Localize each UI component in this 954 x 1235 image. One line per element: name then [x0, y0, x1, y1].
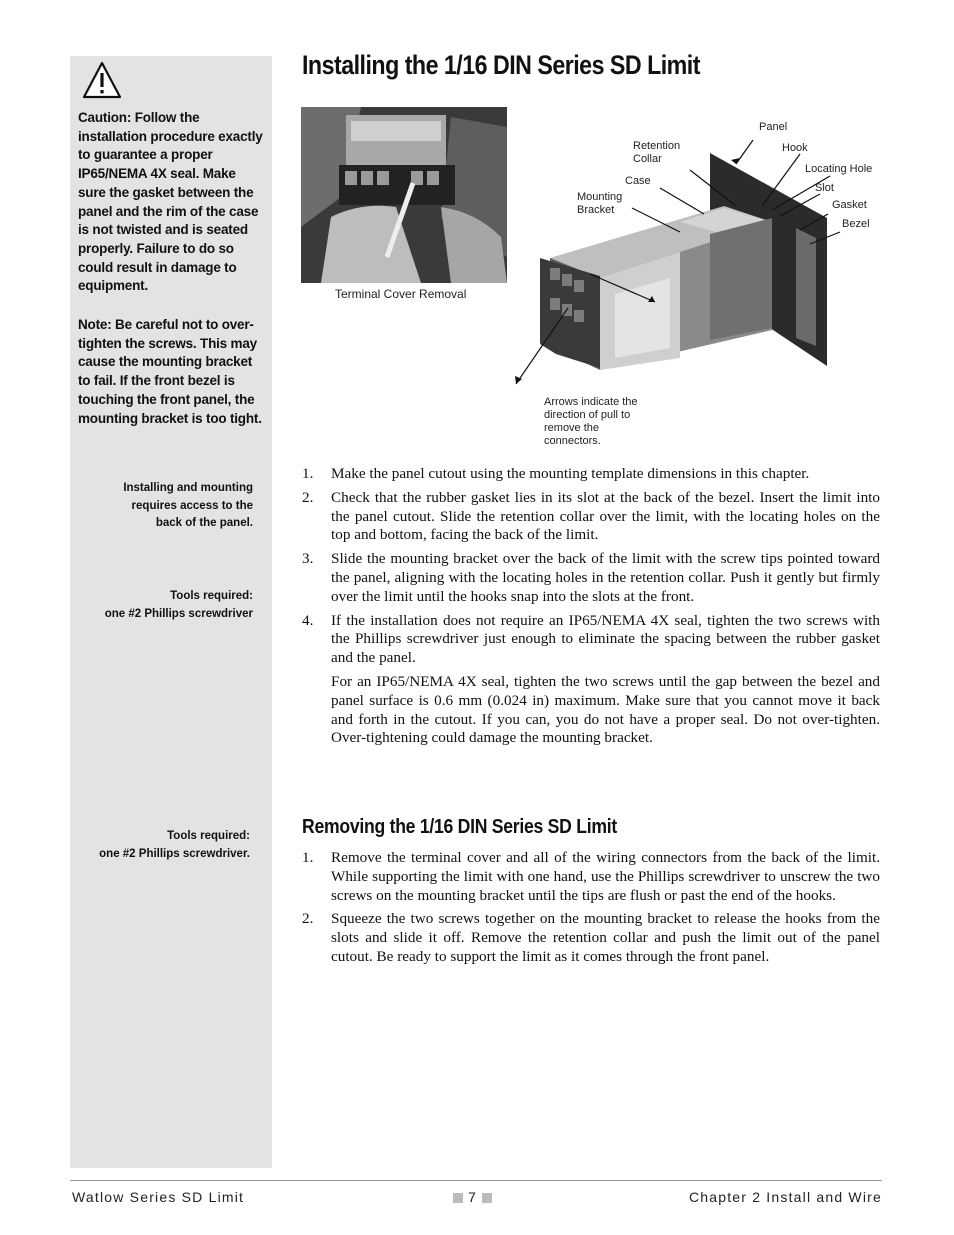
step-number: 3.: [302, 550, 314, 568]
remove-step: [302, 849, 880, 905]
install-steps: [302, 465, 880, 753]
warning-triangle-icon: [82, 60, 122, 100]
photo-caption: Terminal Cover Removal: [335, 287, 467, 301]
install-step: [302, 489, 880, 545]
label-panel: Panel: [759, 121, 788, 133]
page-number: 7: [468, 1189, 478, 1205]
square-marker-icon: [453, 1193, 463, 1203]
label-slot: Slot: [815, 182, 834, 194]
step-text: Slide the mounting bracket over the back of the limit with the screw tips pointed toward the panel, aligning with the locating holes in the retention collar. Push it gently but firmly over the limit until the hooks snap into the slots at the front.: [331, 550, 880, 605]
remove-step: [302, 910, 880, 966]
terminal-cover-photo: [301, 107, 507, 283]
label-arrows-note: Arrows indicate the direction of pull to remove the connectors.: [544, 396, 638, 447]
install-step: [302, 465, 880, 484]
step-number: 2.: [302, 910, 314, 928]
step-text: Check that the rubber gasket lies in its slot at the back of the bezel. Insert the limit into the panel cutout. Slide the retention collar over the limit, with the locating holes on the top and bottom, facing the back of the limit.: [331, 488, 880, 544]
tools-required-note-removal: Tools required: one #2 Phillips screwdriver.: [99, 830, 250, 860]
page-title: Installing the 1/16 DIN Series SD Limit: [302, 50, 700, 80]
section-title-removing: Removing the 1/16 DIN Series SD Limit: [302, 816, 617, 838]
step-number: 2.: [302, 488, 314, 506]
step-text: Make the panel cutout using the mounting template dimensions in this chapter.: [331, 465, 810, 482]
footer-page-number: [453, 1189, 492, 1205]
label-locating-hole: Locating Hole: [805, 163, 873, 175]
footer-divider: [70, 1180, 882, 1181]
footer-right: Chapter 2 Install and Wire: [688, 1189, 882, 1205]
square-marker-icon: [482, 1193, 492, 1203]
label-bezel: Bezel: [842, 218, 870, 230]
step-text: Remove the terminal cover and all of the wiring connectors from the back of the limit. While supporting the limit with one hand, use the Phillips screwdriver to unscrew the two screws on the mounting bracket until the tips are flush or past the end of the hooks.: [331, 849, 880, 904]
step-number: 4.: [302, 611, 314, 629]
install-step: [302, 550, 880, 606]
panel-access-note: Installing and mounting requires access to the back of the panel.: [123, 482, 253, 529]
step-text: Squeeze the two screws together on the mounting bracket to release the hooks from the slots and slide it off. Remove the retention collar and push the limit out of the panel cutout. Be ready to support the limit as it comes through the front panel.: [331, 910, 880, 965]
step-extra-text: For an IP65/NEMA 4X seal, tighten the two screws until the gap between the bezel and panel surface is 0.6 mm (0.024 in) maximum. Make sure that you cannot move it back and forth in the cutout. If you can, you do not have a proper seal. Do not over-tighten. Over-tightening could damage the mounting bracket.: [331, 672, 880, 747]
label-case: Case: [625, 175, 651, 187]
label-mounting-bracket: Mounting Bracket: [577, 191, 623, 216]
label-retention-collar: Retention Collar: [633, 140, 681, 165]
remove-steps: [302, 849, 880, 972]
install-step: [302, 612, 880, 749]
step-number: 1.: [302, 849, 314, 866]
step-text: If the installation does not require an IP65/NEMA 4X seal, tighten the two screws with the Phillips screwdriver just enough to eliminate the spacing between the rubber gasket and the panel.: [331, 611, 880, 667]
footer-left: Watlow Series SD Limit: [72, 1189, 245, 1205]
label-hook: Hook: [782, 142, 808, 154]
step-number: 1.: [302, 465, 314, 482]
tools-required-note: Tools required: one #2 Phillips screwdriver: [104, 590, 253, 620]
caution-note: Caution: Follow the installation procedure exactly to guarantee a proper IP65/NEMA 4X seal. Make sure the gasket between the panel and the rim of the case is not twisted and is seated properly. Failure to do so could result in damage to equipment.: [78, 110, 263, 294]
screw-tightening-note: Note: Be careful not to over-tighten the screws. This may cause the mounting bracket to fail. If the front bezel is touching the front panel, the mounting bracket is too tight.: [78, 317, 262, 426]
label-gasket: Gasket: [832, 199, 867, 211]
